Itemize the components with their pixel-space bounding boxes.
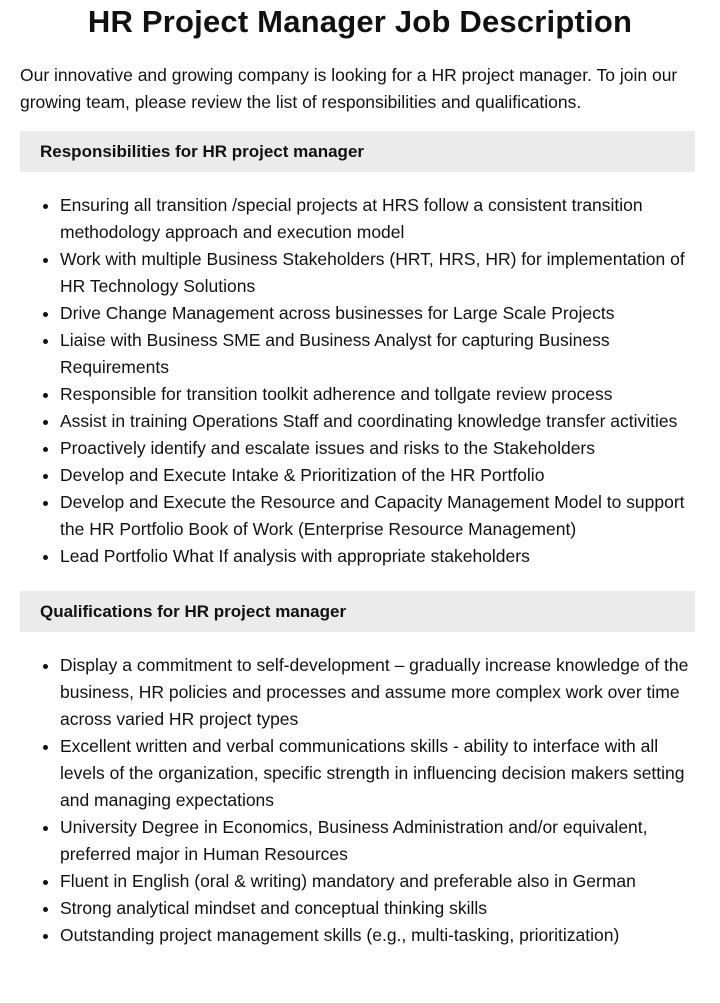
list-item: • Display a commitment to self-development – gradually increase knowledge of the business, HR policies and processes and assume more complex work over time across varied HR project types: [60, 652, 700, 733]
list-item: • Liaise with Business SME and Business Analyst for capturing Business Requirements: [60, 327, 700, 381]
list-item: • Assist in training Operations Staff and coordinating knowledge transfer activities: [60, 408, 700, 435]
list-item: • Lead Portfolio What If analysis with appropriate stakeholders: [60, 543, 700, 570]
list-item: • Strong analytical mindset and conceptual thinking skills: [60, 895, 700, 922]
list-item: • Develop and Execute the Resource and Capacity Management Model to support the HR Portfolio Book of Work (Enterprise Resource Management): [60, 489, 700, 543]
qualifications-list: [20, 652, 700, 949]
list-item: • Proactively identify and escalate issues and risks to the Stakeholders: [60, 435, 700, 462]
list-item: • Develop and Execute Intake & Prioritization of the HR Portfolio: [60, 462, 700, 489]
list-item: • Ensuring all transition /special projects at HRS follow a consistent transition methodology approach and execution model: [60, 192, 700, 246]
list-item: • Outstanding project management skills (e.g., multi-tasking, prioritization): [60, 922, 700, 949]
list-item: • Excellent written and verbal communications skills - ability to interface with all levels of the organization, specific strength in influencing decision makers setting and managing expectations: [60, 733, 700, 814]
list-item: • Responsible for transition toolkit adherence and tollgate review process: [60, 381, 700, 408]
responsibilities-heading: Responsibilities for HR project manager: [20, 131, 695, 172]
list-item: • Work with multiple Business Stakeholders (HRT, HRS, HR) for implementation of HR Technology Solutions: [60, 246, 700, 300]
page-title: HR Project Manager Job Description: [87, 4, 633, 39]
list-item: • University Degree in Economics, Business Administration and/or equivalent, preferred major in Human Resources: [60, 814, 700, 868]
intro-paragraph: Our innovative and growing company is looking for a HR project manager. To join our growing team, please review the list of responsibilities and qualifications.: [20, 65, 678, 112]
list-item: • Drive Change Management across businesses for Large Scale Projects: [60, 300, 700, 327]
responsibilities-list: [20, 192, 700, 570]
qualifications-heading: Qualifications for HR project manager: [20, 591, 695, 632]
list-item: • Fluent in English (oral & writing) mandatory and preferable also in German: [60, 868, 700, 895]
